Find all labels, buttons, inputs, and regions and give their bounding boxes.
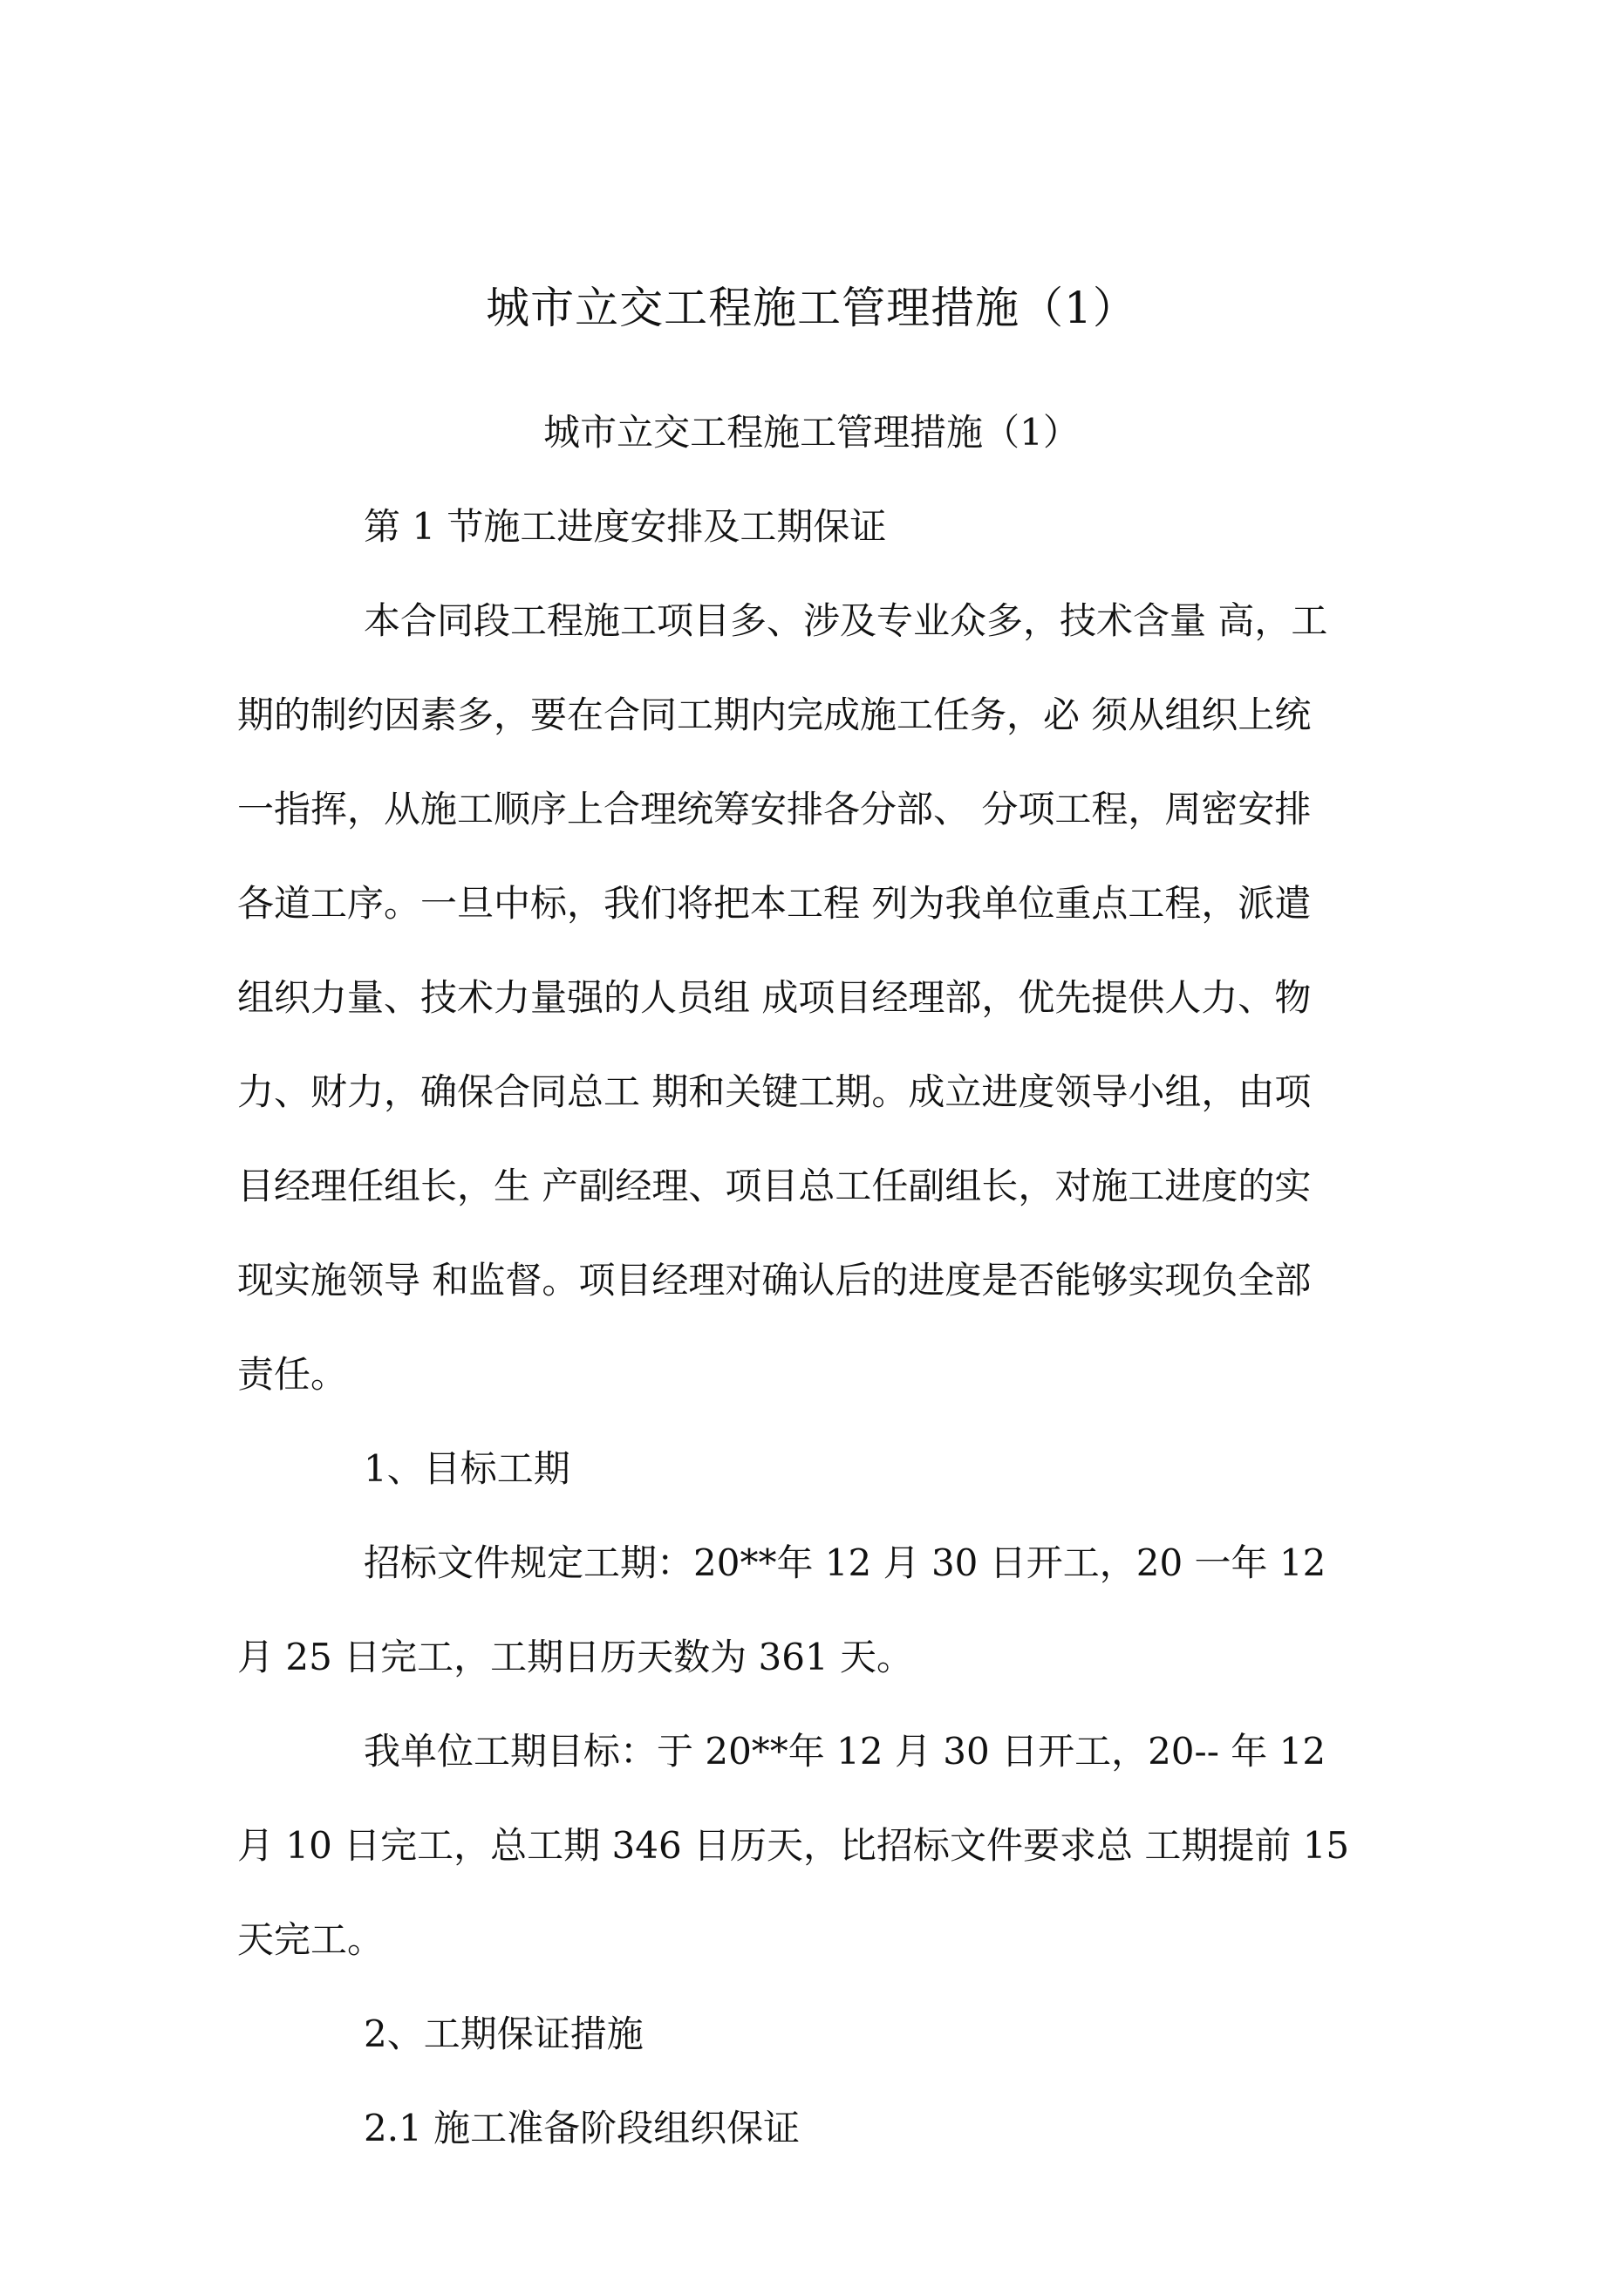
item1-heading: 1、目标工期 [364,1447,570,1490]
item2-heading: 2、工期保证措施 [364,2012,644,2055]
paragraph-line: 组织力量、技术力量强的人员组 成项目经理部，优先提供人力、物 [237,976,1312,1019]
paragraph-line: 现实施领导 和监督。项目经理对确认后的进度是否能够实现负全部 [237,1259,1312,1302]
paragraph-line: 月 25 日完工，工期日历天数为 361 天。 [237,1636,914,1678]
document-body [237,501,1406,2197]
paragraph-line: 一指挥，从施工顺序上合理统筹安排各分部、 分项工程，周密安排 [237,788,1312,830]
paragraph-line: 月 10 日完工，总工期 346 日历天，比招标文件要求总 工期提前 15 [237,1824,1350,1867]
paragraph-line: 目经理任组长，生 产副经理、项目总工任副组长，对施工进度的实 [237,1165,1312,1207]
paragraph-line: 我单位工期目标：于 20**年 12 月 30 日开工，20-- 年 12 [364,1730,1326,1773]
paragraph-line: 力、财力，确保合同总工 期和关键工期。成立进度领导小组，由项 [237,1070,1312,1113]
document-subtitle: 城市立交工程施工管理措施（1） [543,411,1080,454]
paragraph-line: 期的制约因素多，要在合同工期内完成施工任务，必 须从组织上统 [237,694,1312,736]
item2-1-heading: 2.1 施工准备阶段组织保证 [364,2107,801,2149]
paragraph-line: 责任。 [237,1353,348,1396]
paragraph-line: 各道工序。一旦中标，我们将把本工程 列为我单位重点工程，派遣 [237,882,1312,925]
document-title: 城市立交工程施工管理措施（1） [486,283,1137,333]
paragraph-line: 招标文件规定工期：20**年 12 月 30 日开工，20 一年 12 [364,1541,1326,1584]
section-heading: 第 1 节施工进度安排及工期保证 [364,505,887,548]
paragraph-line: 本合同段工程施工项目多、涉及专业众多，技术含量 高，工 [364,599,1328,642]
paragraph-line: 天完工。 [237,1918,385,1961]
